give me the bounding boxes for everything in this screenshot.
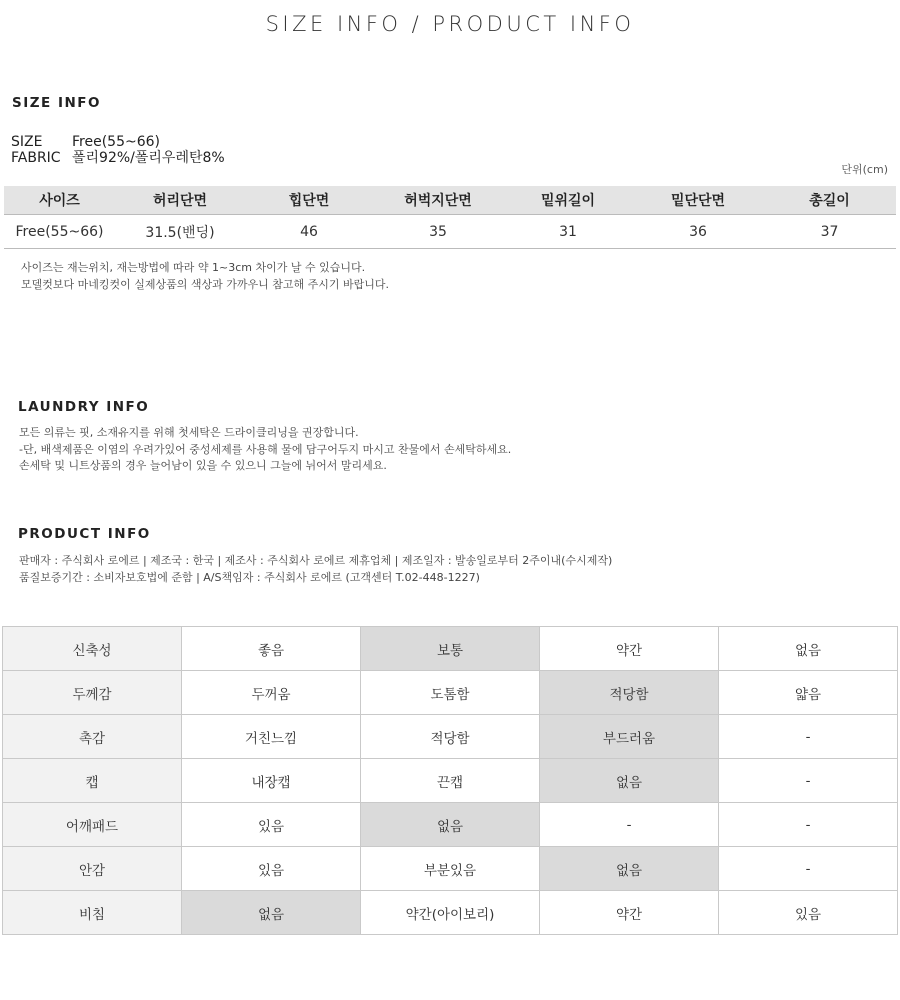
attribute-option: - (719, 803, 898, 847)
fabric-spec-row (11, 150, 225, 167)
size-table (4, 186, 896, 249)
product-notes (19, 553, 612, 586)
attribute-option: 두꺼움 (182, 671, 361, 715)
fabric-value: 폴리92%/폴리우레탄8% (72, 150, 225, 166)
size-value: Free(55~66) (72, 134, 160, 150)
size-info-title: SIZE INFO (12, 95, 101, 111)
attribute-label: 신축성 (3, 627, 182, 671)
laundry-line: -단, 배색제품은 이염의 우려가있어 중성세제를 사용해 물에 담구어두지 마시고 찬물에서 손세탁하세요. (19, 442, 512, 456)
attribute-row (3, 715, 898, 759)
product-line: 품질보증기간 : 소비자보호법에 준함 | A/S책임자 : 주식회사 로에르 (고객센터 T.02-448-1227) (19, 570, 480, 584)
table-cell: 35 (373, 215, 503, 249)
attribute-option: 도톰함 (361, 671, 540, 715)
attribute-row (3, 671, 898, 715)
attribute-row (3, 847, 898, 891)
attribute-label: 비침 (3, 891, 182, 935)
attribute-option-selected: 없음 (540, 759, 719, 803)
table-cell: 46 (245, 215, 373, 249)
attribute-option: 얇음 (719, 671, 898, 715)
attribute-option: 부분있음 (361, 847, 540, 891)
laundry-info-title: LAUNDRY INFO (18, 399, 150, 415)
attribute-option: - (719, 847, 898, 891)
table-cell: Free(55~66) (4, 215, 115, 249)
attribute-option: 있음 (182, 803, 361, 847)
product-line: 판매자 : 주식회사 로에르 | 제조국 : 한국 | 제조사 : 주식회사 로에르 제휴업체 | 제조일자 : 발송일로부터 2주이내(수시제작) (19, 554, 613, 567)
table-row (4, 215, 896, 249)
column-header: 허리단면 (115, 186, 245, 215)
attribute-option: 약간(아이보리) (361, 891, 540, 935)
attribute-label: 어깨패드 (3, 803, 182, 847)
laundry-notes (19, 425, 511, 475)
attribute-option-selected: 부드러움 (540, 715, 719, 759)
attribute-row (3, 891, 898, 935)
column-header: 밑단단면 (633, 186, 763, 215)
attribute-option: - (719, 759, 898, 803)
attribute-option-selected: 적당함 (540, 671, 719, 715)
table-cell: 31 (503, 215, 633, 249)
size-note: 사이즈는 재는위치, 재는방법에 따라 약 1~3cm 차이가 날 수 있습니다. (21, 261, 366, 274)
size-notes (21, 260, 389, 293)
attribute-option: 약간 (540, 627, 719, 671)
table-cell: 31.5(밴딩) (115, 215, 245, 249)
attribute-option: 좋음 (182, 627, 361, 671)
attribute-label: 캡 (3, 759, 182, 803)
attribute-option: 끈캡 (361, 759, 540, 803)
product-info-title: PRODUCT INFO (18, 526, 151, 542)
attribute-option: 있음 (719, 891, 898, 935)
attribute-option: 있음 (182, 847, 361, 891)
attribute-label: 두께감 (3, 671, 182, 715)
attribute-option: 거친느낌 (182, 715, 361, 759)
attribute-option: 적당함 (361, 715, 540, 759)
attribute-option: 없음 (719, 627, 898, 671)
attribute-option-selected: 보통 (361, 627, 540, 671)
size-spec-row (11, 134, 160, 151)
attribute-option: - (540, 803, 719, 847)
attribute-option: 내장캡 (182, 759, 361, 803)
product-attributes-table (2, 626, 898, 935)
fabric-label: FABRIC (11, 150, 61, 166)
column-header: 허벅지단면 (373, 186, 503, 215)
unit-label: 단위(cm) (841, 163, 888, 176)
size-table-header (4, 186, 896, 215)
size-note: 모델컷보다 마네킹컷이 실제상품의 색상과 가까우니 참고해 주시기 바랍니다. (21, 277, 390, 291)
column-header: 총길이 (763, 186, 896, 215)
column-header: 사이즈 (4, 186, 115, 215)
attribute-label: 안감 (3, 847, 182, 891)
size-label: SIZE (11, 134, 43, 150)
attribute-row (3, 759, 898, 803)
attribute-option: 약간 (540, 891, 719, 935)
attribute-row (3, 803, 898, 847)
column-header: 밑위길이 (503, 186, 633, 215)
laundry-line: 모든 의류는 핏, 소재유지를 위해 첫세탁은 드라이클리닝을 권장합니다. (19, 426, 359, 439)
attribute-option-selected: 없음 (540, 847, 719, 891)
attribute-option-selected: 없음 (182, 891, 361, 935)
attribute-option-selected: 없음 (361, 803, 540, 847)
attribute-label: 촉감 (3, 715, 182, 759)
laundry-line: 손세탁 및 니트상품의 경우 늘어남이 있을 수 있으니 그늘에 뉘어서 말리세요. (19, 459, 387, 472)
attribute-row (3, 627, 898, 671)
table-cell: 36 (633, 215, 763, 249)
table-cell: 37 (763, 215, 896, 249)
attribute-option: - (719, 715, 898, 759)
page-title: SIZE INFO / PRODUCT INFO (265, 12, 635, 36)
column-header: 힙단면 (245, 186, 373, 215)
